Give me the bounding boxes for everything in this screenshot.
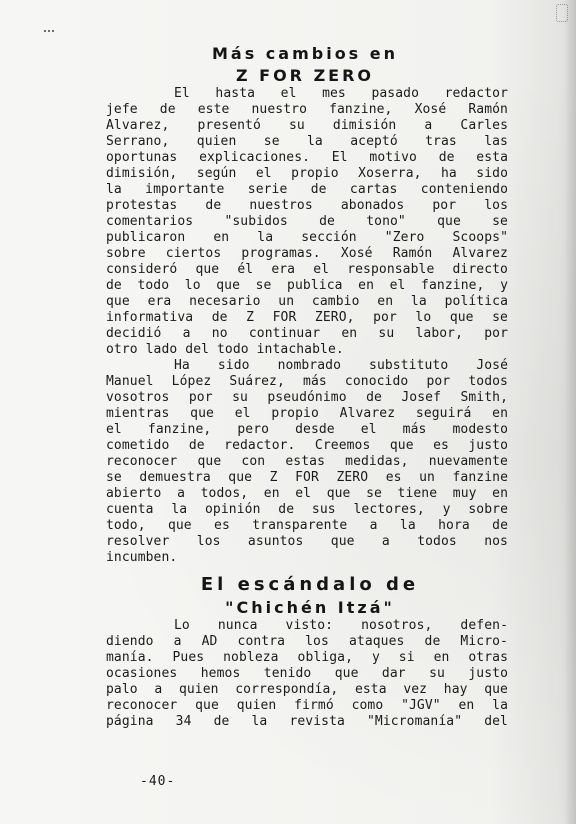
page-number: -40- <box>140 774 176 789</box>
article1-line: sobre ciertos programas. Xosé Ramón Alvarez <box>106 246 508 261</box>
article1-line: incumben. <box>106 550 178 565</box>
article1-line: que era necesario un cambio en la política <box>106 294 508 309</box>
article2-title-line1: El escándalo de <box>200 574 420 595</box>
article1-line: cuenta la opinión de sus lectores, y sobre <box>106 502 508 517</box>
article1-line: informativa de Z FOR ZERO, por lo que se <box>106 310 508 325</box>
article1-line: Ha sido nombrado substituto José <box>174 358 508 373</box>
article2-line: palo a quien correspondía, esta vez hay que <box>106 682 508 697</box>
article1-line: se demuestra que Z FOR ZERO es un fanzine <box>106 470 508 485</box>
article1-line: la importante serie de cartas conteniendo <box>106 182 508 197</box>
article2-line: manía. Pues nobleza obliga, y si en otras <box>106 650 508 665</box>
article2-line: ocasiones hemos tenido que dar su justo <box>106 666 508 681</box>
article1-line: dimisión, según el propio Xoserra, ha sido <box>106 166 508 181</box>
article1-line: oportunas explicaciones. El motivo de esta <box>106 150 508 165</box>
page-edge-shadow <box>564 0 576 824</box>
article1-title-line2: Z FOR ZERO <box>235 66 375 85</box>
article2-line: Lo nunca visto: nosotros, defen- <box>174 618 508 633</box>
article1-line: publicaron en la sección "Zero Scoops" <box>106 230 508 245</box>
article2-line: reconocer que quien firmó como "JGV" en la <box>106 698 508 713</box>
corner-mark <box>44 30 54 38</box>
article1-line: reconocer que con estas medidas, nuevamente <box>106 454 508 469</box>
article1-line: jefe de este nuestro fanzine, Xosé Ramón <box>106 102 508 117</box>
staple-mark <box>556 4 568 22</box>
article1-title-line1: Más cambios en <box>211 44 399 63</box>
article1-line: protestas de nuestros abonados por los <box>106 198 508 213</box>
article1-line: el fanzine, pero desde el más modesto <box>106 422 508 437</box>
article1-line: vosotros por su pseudónimo de Josef Smith, <box>106 390 508 405</box>
article1-line: Manuel López Suárez, más conocido por todos <box>106 374 508 389</box>
article1-line: de todo lo que se publica en el fanzine, y <box>106 278 508 293</box>
article1-line: decidió a no continuar en su labor, por <box>106 326 508 341</box>
article1-line: Alvarez, presentó su dimisión a Carles <box>106 118 508 133</box>
article2-title-line2: "Chichén Itzá" <box>225 598 395 617</box>
article1-line: Serrano, quien se la aceptó tras las <box>106 134 508 149</box>
article1-line: comentarios "subidos de tono" que se <box>106 214 508 229</box>
article1-line: otro lado del todo intachable. <box>106 342 344 357</box>
article1-line: resolver los asuntos que a todos nos <box>106 534 508 549</box>
article1-line: consideró que él era el responsable directo <box>106 262 508 277</box>
article2-line: diendo a AD contra los ataques de Micro- <box>106 634 508 649</box>
article1-line: mientras que el propio Alvarez seguirá en <box>106 406 508 421</box>
article1-line: El hasta el mes pasado redactor <box>174 86 508 101</box>
article1-line: cometido de redactor. Creemos que es justo <box>106 438 508 453</box>
article1-line: todo, que es transparente a la hora de <box>106 518 508 533</box>
article1-line: abierto a todos, en el que se tiene muy en <box>106 486 508 501</box>
article2-line: página 34 de la revista "Micromanía" del <box>106 714 508 729</box>
